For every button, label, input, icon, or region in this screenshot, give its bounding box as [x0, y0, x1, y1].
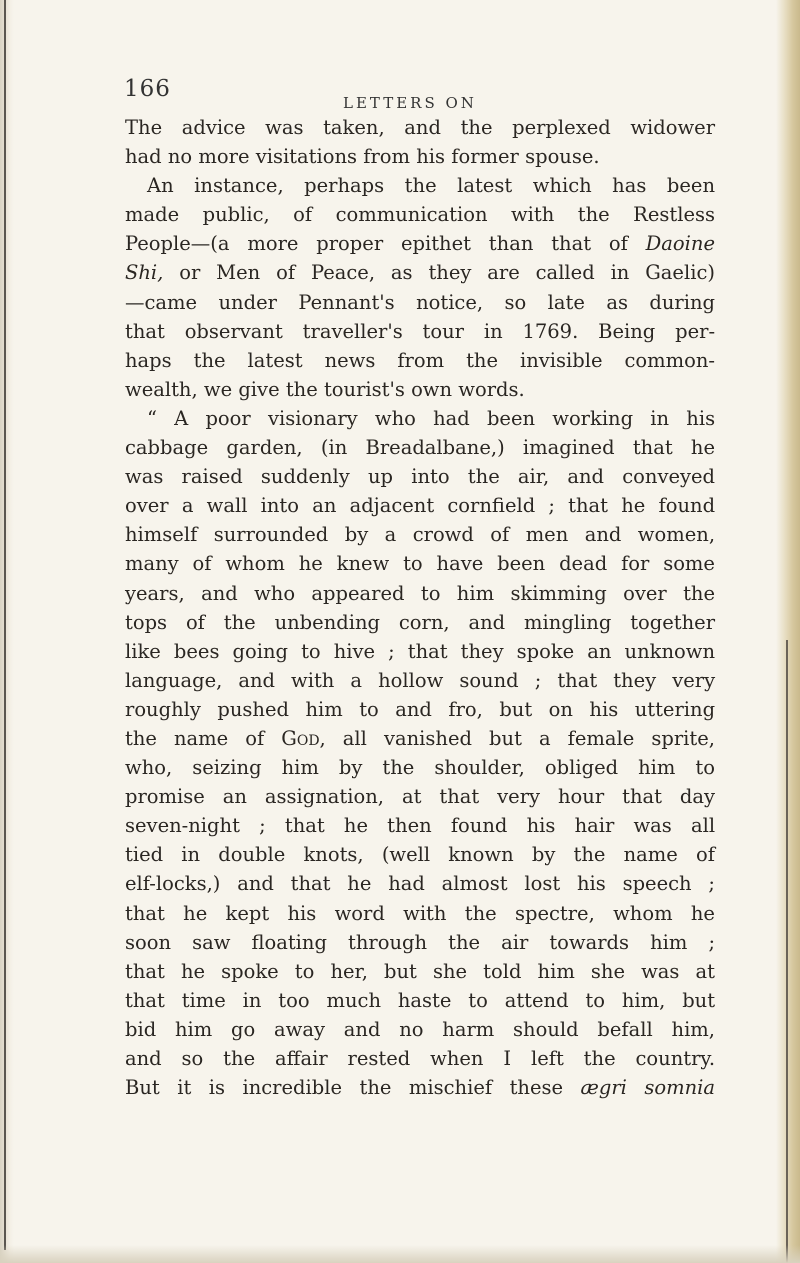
text-line: cabbage garden, (in Breadalbane,) imagined that he [125, 436, 716, 460]
text-line: An instance, perhaps the latest which has been [147, 174, 715, 198]
body-text [125, 113, 715, 1102]
text-line: seven-night ; that he then found his hair was all [125, 814, 716, 838]
text-line: bid him go away and no harm should befall him, [125, 1017, 716, 1041]
text-line: who, seizing him by the shoulder, obliged him to [125, 756, 715, 780]
page-edge-shadow [776, 0, 800, 1263]
text-line: like bees going to hive ; that they spoke an unknown [125, 639, 715, 663]
text-line: was raised suddenly up into the air, and conveyed [125, 465, 716, 489]
text-line: wealth, we give the tourist's own words. [125, 377, 525, 401]
text-line: that observant traveller's tour in 1769. Being per- [125, 319, 716, 343]
text-line: himself surrounded by a crowd of men and women, [125, 523, 716, 547]
text-line: People—(a more proper epithet than that of Daoine [125, 232, 715, 256]
text-line: Shi, or Men of Peace, as they are called in Gaelic) [125, 261, 715, 285]
text-line: the name of God, all vanished but a female sprite, [125, 726, 715, 750]
text-line: roughly pushed him to and fro, but on his uttering [125, 697, 716, 721]
text-line: language, and with a hollow sound ; that they very [125, 668, 716, 692]
page-number: 166 [124, 76, 171, 102]
text-line: —came under Pennant's notice, so late as during [125, 290, 716, 314]
text-line: The advice was taken, and the perplexed widower [125, 116, 716, 139]
text-line: elf-locks,) and that he had almost lost his speech ; [125, 872, 715, 896]
text-line: soon saw floating through the air towards him ; [125, 930, 716, 954]
text-line: that he kept his word with the spectre, whom he [125, 901, 715, 925]
text-line: and so the affair rested when I left the country. [125, 1047, 716, 1070]
text-line: tied in double knots, (well known by the name of [125, 843, 715, 867]
binding-edge [0, 0, 14, 1263]
text-line: had no more visitations from his former spouse. [125, 145, 600, 169]
text-line: that time in too much haste to attend to him, but [125, 988, 716, 1012]
text-line: promise an assignation, at that very hour that day [125, 785, 716, 809]
text-line: haps the latest news from the invisible common- [125, 348, 716, 372]
bottom-shadow [0, 1245, 800, 1263]
text-line: But it is incredible the mischief these ægri somnia [125, 1076, 716, 1100]
text-line: that he spoke to her, but she told him she was at [125, 959, 715, 983]
text-line: “ A poor visionary who had been working in his [147, 406, 716, 430]
running-head: LETTERS ON [343, 94, 477, 112]
text-line: many of whom he knew to have been dead for some [125, 552, 715, 576]
text-line: tops of the unbending corn, and mingling together [125, 610, 716, 634]
text-line: made public, of communication with the Restless [125, 203, 715, 227]
text-line: years, and who appeared to him skimming over the [125, 581, 716, 605]
text-line: over a wall into an adjacent cornfield ; that he found [125, 494, 716, 518]
